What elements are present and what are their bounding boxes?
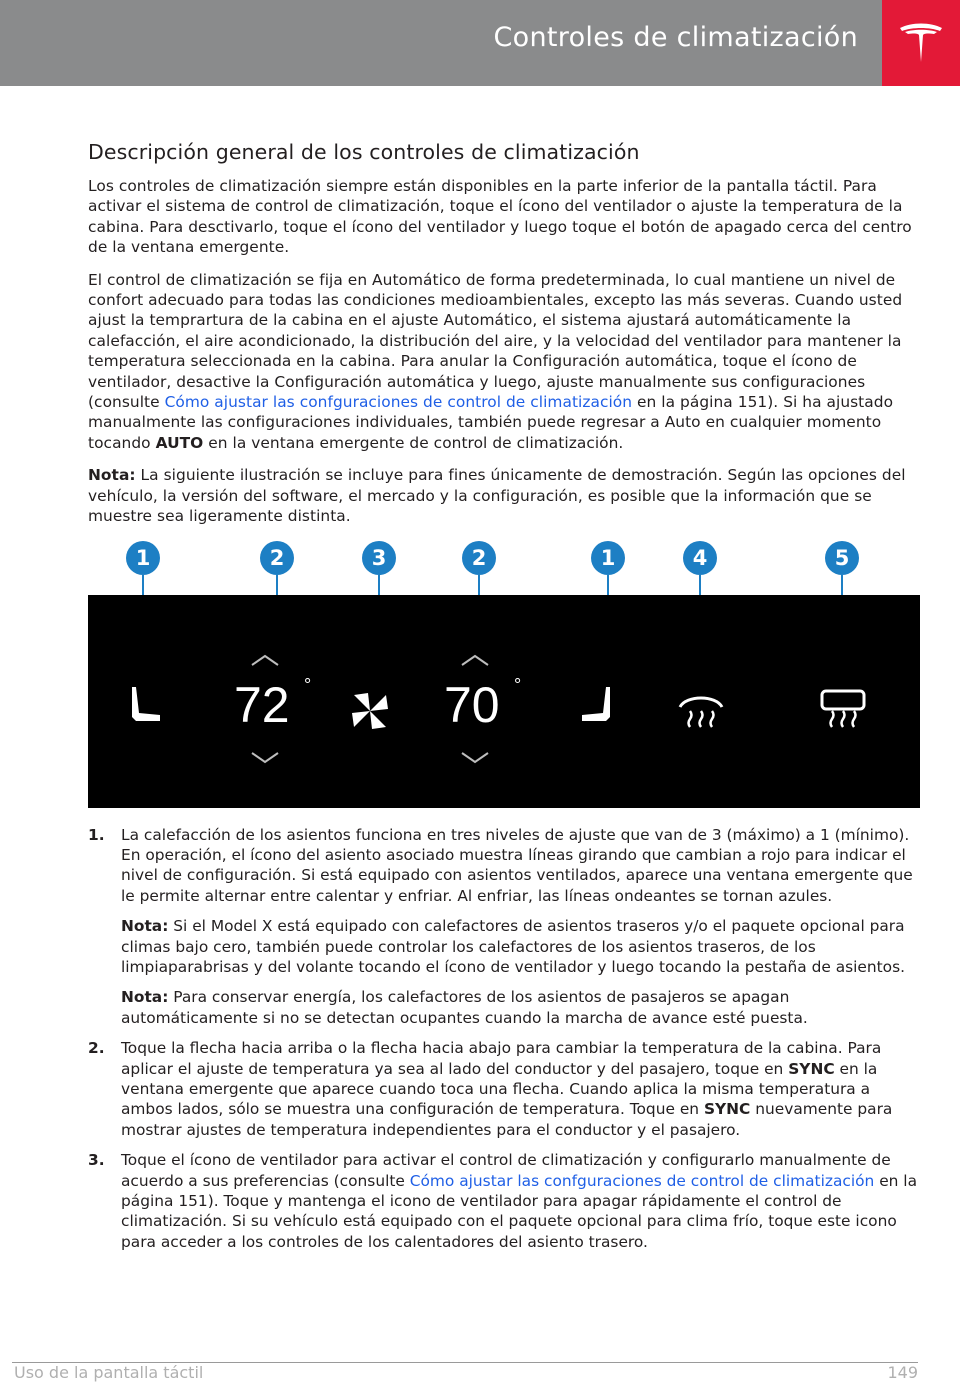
auto-text-a: El control de climatización se fija en Automático de forma predeterminada, lo cual mantiene un nivel de confort adecuado para todas las condiciones medioambientales, excepto las más severas. Cuando usted ajust la temprartura de la cabina en el ajuste Automático, el sistema ajustará automáticamente la calefacción, el aire acondicionado, la distribución del aire, y la velocidad del ventilador para mantener la temperatura seleccionada en la cabina. Para anular la Configuración automática, toque el ícono de ventilador, desactive la Configuración automática y luego, ajuste manualmente sus configuraciones (consulte — [88, 270, 903, 412]
note-label: Nota: — [88, 466, 136, 485]
auto-paragraph — [88, 270, 920, 454]
auto-keyword: AUTO — [155, 433, 204, 452]
tesla-logo-icon — [896, 18, 946, 68]
callout-fan: 3 — [362, 541, 396, 575]
numbered-list — [88, 825, 920, 1253]
item-number: 1. — [88, 825, 105, 844]
note-label: Nota: — [121, 988, 169, 1007]
footer-section: Uso de la pantalla táctil — [14, 1363, 204, 1382]
item-text: La calefacción de los asientos funciona en tres niveles de ajuste que van de 3 (máximo) a 1 (mínimo). En operación, el ícono del asiento asociado muestra líneas girando que cambian a rojo para indicar el nivel de configuración. Si está equipado con asientos ventilados, aparece una ventana emergente que le permite alternar entre calentar y enfriar. Al enfriar, las líneas ondeantes se tornan azules. — [121, 825, 913, 905]
callout-seat-heater-passenger: 1 — [591, 541, 625, 575]
page-number: 149 — [887, 1363, 918, 1382]
list-item — [88, 825, 920, 1029]
intro-paragraph: Los controles de climatización siempre están disponibles en la parte inferior de la pantalla táctil. Para activar el sistema de control de climatización, toque el ícono del ventilador o ajuste la temperatura de la cabina. Para desctivarlo, toque el ícono del ventilador y luego toque el botón de apagado cerca del centro de la ventana emergente. — [88, 177, 912, 257]
driver-temp[interactable]: 72 — [234, 676, 290, 733]
climate-controls-figure — [88, 541, 920, 811]
temp-up-driver-icon[interactable] — [250, 653, 280, 667]
item-text: en la ventana emergente que aparece cuando toca una flecha. Cuando aplica la misma temperatura a ambos lados, sólo se muestra una configuración de temperatura. Toque en — [121, 1059, 878, 1119]
note-text: La siguiente ilustración se incluye para fines únicamente de demostración. Según las opciones del vehículo, la versión del software, el mercado y la configuración, es posible que la información que se muestre sea ligeramente distinta. — [88, 466, 906, 526]
driver-temp-degree: ° — [304, 674, 312, 695]
item-text: nuevamente para mostrar ajustes de temperatura independientes para el conductor y el pasajero. — [121, 1100, 893, 1139]
item-number: 3. — [88, 1151, 105, 1170]
list-item — [88, 1150, 920, 1252]
callout-temp-passenger: 2 — [462, 541, 496, 575]
item-number: 2. — [88, 1039, 105, 1058]
callout-front-defrost: 4 — [683, 541, 717, 575]
callout-seat-heater-driver: 1 — [126, 541, 160, 575]
climate-bar — [88, 595, 920, 808]
temp-up-passenger-icon[interactable] — [460, 653, 490, 667]
section-title: Descripción general de los controles de climatización — [88, 140, 640, 164]
logo-box — [882, 0, 960, 86]
item-note — [121, 916, 920, 977]
auto-text-c: en la ventana emergente de control de climatización. — [203, 433, 624, 452]
passenger-temp-degree: ° — [514, 674, 522, 695]
note-text: Si el Model X está equipado con calefactores de asientos traseros y/o el paquete opcional para climas bajo cero, también puede controlar los calefactores de los asientos traseros, de los limpiaparabrisas y del volante tocando el ícono de ventilador y luego tocando la pestaña de asientos. — [121, 917, 906, 976]
temp-down-passenger-icon[interactable] — [460, 751, 490, 765]
climate-settings-link[interactable]: Cómo ajustar las confguraciones de control de climatización — [409, 1171, 875, 1190]
sync-keyword: SYNC — [703, 1100, 751, 1119]
seat-heater-passenger-icon[interactable] — [576, 683, 616, 733]
climate-settings-link[interactable]: Cómo ajustar las confguraciones de control de climatización — [164, 393, 633, 412]
item-text: en la página 151). Toque y mantenga el icono de ventilador para apagar rápidamente el control de climatización. Si su vehículo está equipado con el paquete opcional para clima frío, toque este icono para acceder a los controles de los calentadores del asiento trasero. — [121, 1171, 918, 1251]
page-header — [0, 0, 960, 86]
callout-temp-driver: 2 — [260, 541, 294, 575]
list-item — [88, 1038, 920, 1140]
sync-keyword: SYNC — [788, 1059, 835, 1078]
seat-heater-driver-icon[interactable] — [126, 683, 166, 733]
auto-text-b: en la página 151). Si ha ajustado manualmente las configuraciones individuales, también puede regresar a Auto en cualquier momento tocando — [88, 393, 894, 452]
main-content — [88, 140, 920, 1262]
fan-icon[interactable] — [346, 687, 394, 735]
temp-down-driver-icon[interactable] — [250, 751, 280, 765]
front-defrost-icon[interactable] — [676, 689, 726, 729]
item-text: Toque el ícono de ventilador para activar el control de climatización y configurarlo manualmente de acuerdo a sus preferencias (consulte — [121, 1151, 891, 1190]
item-note — [121, 987, 920, 1028]
note-paragraph — [88, 465, 920, 526]
note-text: Para conservar energía, los calefactores de los asientos de pasajeros se apagan automáticamente si no se detectan ocupantes cuando la marcha de avance esté puesta. — [121, 988, 808, 1027]
rear-defrost-icon[interactable] — [818, 687, 868, 729]
passenger-temp[interactable]: 70 — [444, 676, 500, 733]
note-label: Nota: — [121, 917, 169, 936]
item-text: Toque la flecha hacia arriba o la flecha hacia abajo para cambiar la temperatura de la cabina. Para aplicar el ajuste de temperatura ya sea al lado del conductor y del pasajero, toque en — [121, 1039, 882, 1078]
header-title: Controles de climatización — [493, 22, 858, 53]
callout-rear-defrost: 5 — [825, 541, 859, 575]
